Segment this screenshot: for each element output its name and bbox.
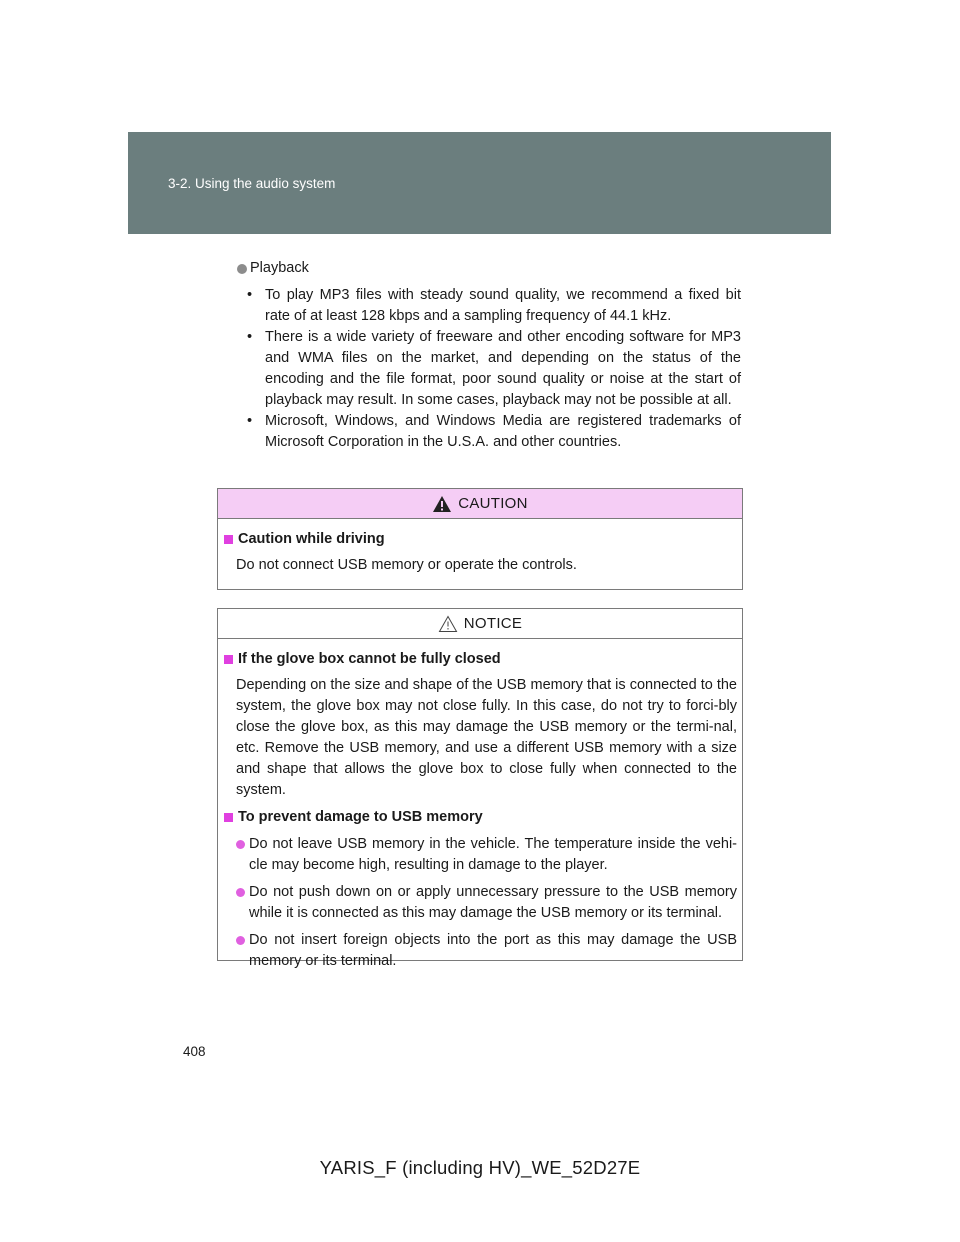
notice-heading-2: To prevent damage to USB memory xyxy=(238,809,483,825)
square-bullet-icon xyxy=(224,655,233,664)
caution-header xyxy=(218,489,742,519)
list-item-text: Microsoft, Windows, and Windows Media are registered trademarks of Microsoft Corporation in the U.S.A. and other countries. xyxy=(265,413,741,450)
list-item-text: There is a wide variety of freeware and other encoding software for MP3 and WMA files on the market, and depending on the status of the encoding and the file format, poor sound quality or noise at the start of playback may result. In some cases, playback may not be possible at all. xyxy=(265,329,741,408)
caution-box xyxy=(217,488,743,590)
list-item xyxy=(247,285,741,327)
playback-heading: Playback xyxy=(250,260,309,276)
notice-box xyxy=(217,608,743,969)
round-bullet-icon xyxy=(236,840,245,849)
bullet-icon: • xyxy=(247,329,253,345)
notice-triangle-icon xyxy=(438,615,458,633)
caution-heading: Caution while driving xyxy=(238,531,385,547)
notice-body xyxy=(218,639,742,982)
caution-text: Do not connect USB memory or operate the controls. xyxy=(236,557,577,573)
bullet-dot-icon xyxy=(237,264,247,274)
notice-paragraph-1: Depending on the size and shape of the USB memory that is connected to the system, the glove box may not close fully. In this case, do not try to forci-bly close the glove box, as this may damage the USB memory or the termi-nal, etc. Remove the USB memory, and use a different USB memory with a size and shape that allows the glove box to close fully when connected to the system. xyxy=(236,677,737,798)
list-item-text: To play MP3 files with steady sound quality, we recommend a fixed bit rate of at least 128 kbps and a sampling frequency of 44.1 kHz. xyxy=(265,287,741,324)
page-number: 408 xyxy=(183,1044,206,1059)
document-footer: YARIS_F (including HV)_WE_52D27E xyxy=(319,1157,641,1178)
caution-title: CAUTION xyxy=(458,495,528,512)
bullet-icon: • xyxy=(247,287,253,303)
section-title: 3-2. Using the audio system xyxy=(168,176,336,191)
list-item-text: Do not leave USB memory in the vehicle. The temperature inside the vehi-cle may become high, resulting in damage to the player. xyxy=(249,836,737,873)
section-header-band xyxy=(128,132,831,234)
square-bullet-icon xyxy=(224,535,233,544)
list-item-text: Do not insert foreign objects into the port as this may damage the USB memory or its terminal. xyxy=(249,932,737,969)
list-item xyxy=(236,882,737,924)
list-item-text: Do not push down on or apply unnecessary pressure to the USB memory while it is connected as this may damage the USB memory or its terminal. xyxy=(249,884,737,921)
notice-heading-1: If the glove box cannot be fully closed xyxy=(238,651,501,667)
list-item xyxy=(236,834,737,876)
list-item xyxy=(236,930,737,972)
warning-triangle-icon xyxy=(432,495,452,513)
playback-bullet-list xyxy=(247,285,741,453)
list-item xyxy=(247,411,741,453)
notice-header xyxy=(218,609,742,639)
playback-heading-row xyxy=(237,258,741,279)
square-bullet-icon xyxy=(224,813,233,822)
playback-section xyxy=(237,258,741,453)
caution-body xyxy=(218,519,742,586)
notice-title: NOTICE xyxy=(463,615,523,632)
bullet-icon: • xyxy=(247,413,253,429)
round-bullet-icon xyxy=(236,888,245,897)
notice-heading-row-2 xyxy=(224,807,737,828)
list-item xyxy=(247,327,741,411)
caution-heading-row xyxy=(224,529,737,550)
notice-heading-row-1 xyxy=(224,649,737,670)
round-bullet-icon xyxy=(236,936,245,945)
